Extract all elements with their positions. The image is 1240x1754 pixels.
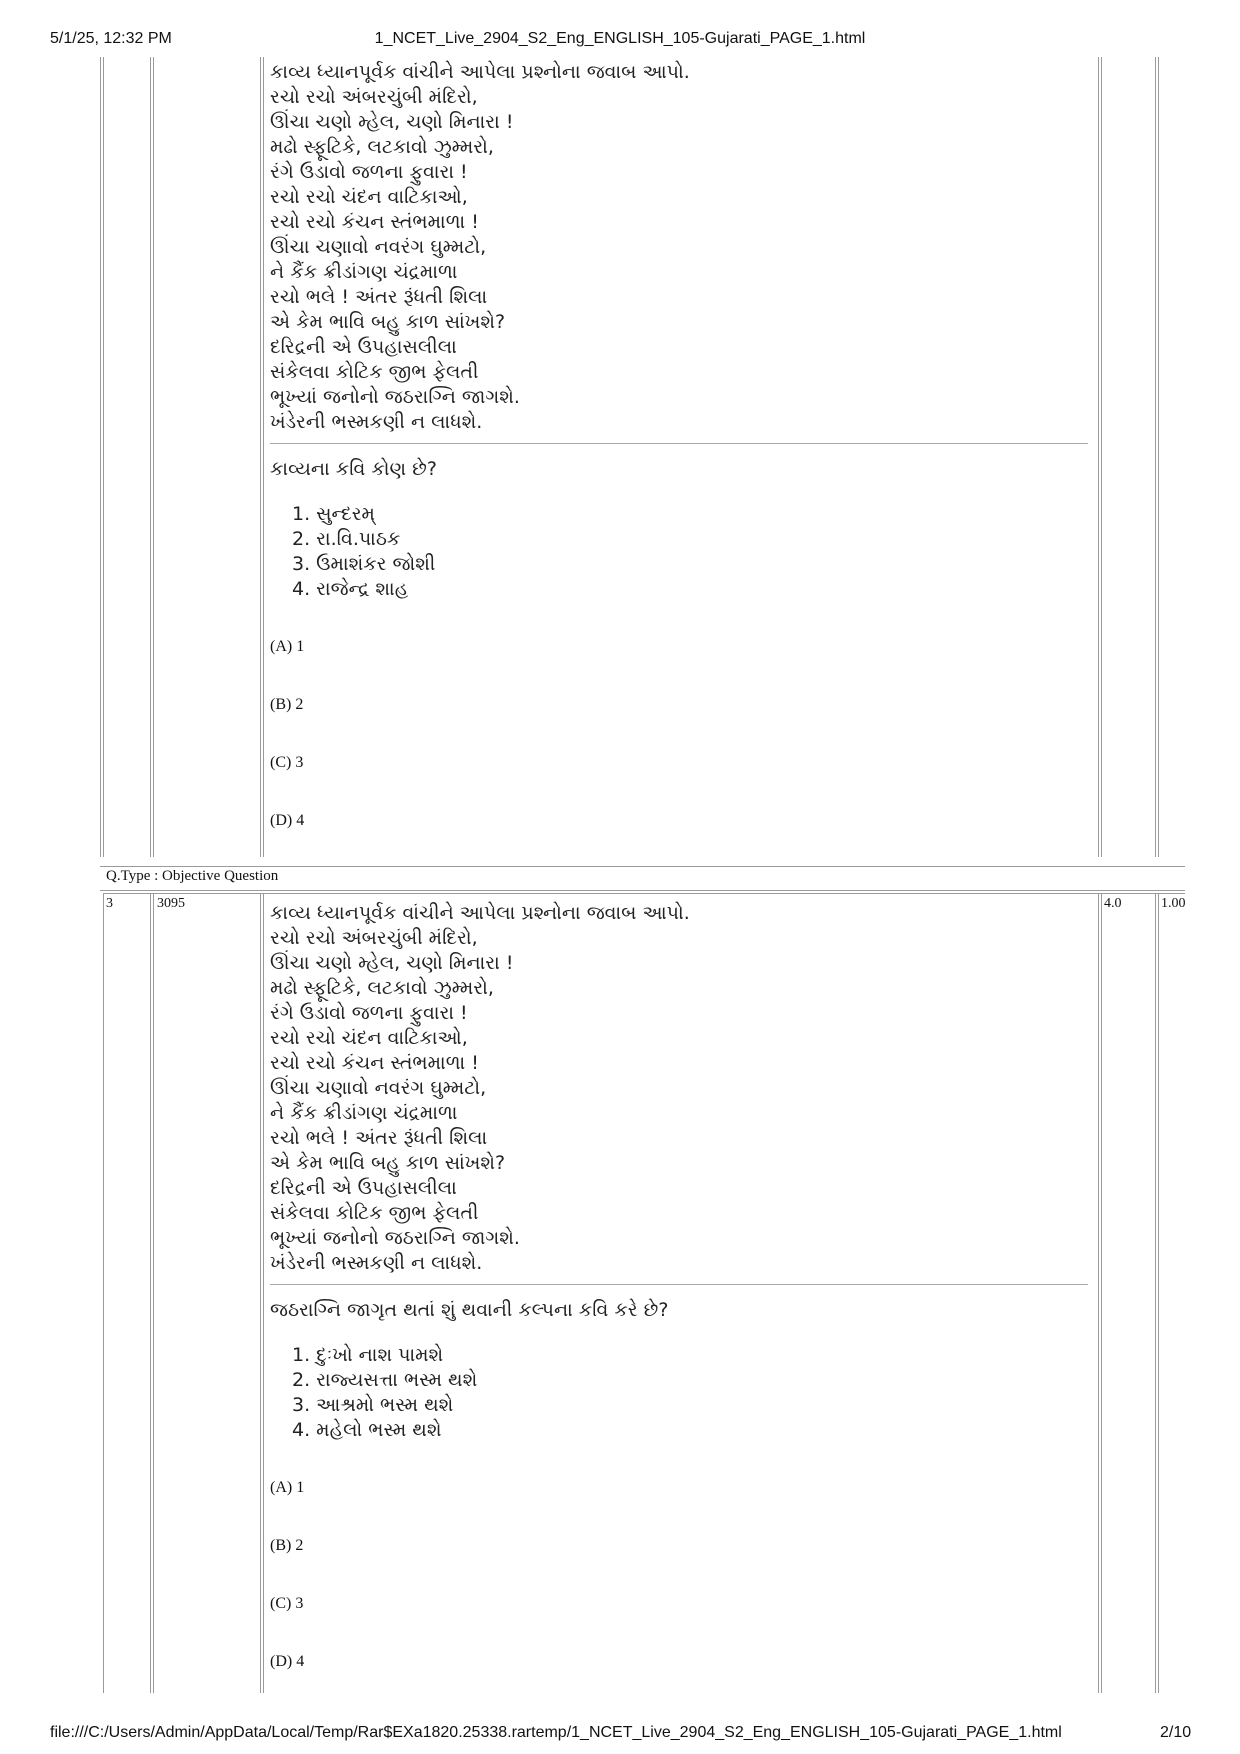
answer-option-a: (A) 1 <box>270 638 305 655</box>
poem-line: ઊંચા ચણો મ્હેલ, ચણો મિનારા ! <box>270 111 514 133</box>
table-border <box>153 57 154 857</box>
answer-option-d: (D) 4 <box>270 812 305 829</box>
poem-line: ઊંચા ચણાવો નવરંગ ઘુમ્મટો, <box>270 1077 487 1099</box>
option-item: 1. દુઃખો નાશ પામશે <box>292 1344 444 1366</box>
option-item: 2. રા.વિ.પાઠક <box>292 528 401 550</box>
table-border <box>150 57 151 857</box>
poem-line: રંગે ઉડાવો જળના ફુવારા ! <box>270 1002 468 1024</box>
print-file-path: file:///C:/Users/Admin/AppData/Local/Temp/Rar$EXa1820.25338.rartemp/1_NCET_Live_2904_S2_Eng_ENGLISH_105-Gujarati_PAGE_1.html <box>50 1724 1062 1741</box>
answer-option-b: (B) 2 <box>270 696 304 713</box>
option-item: 3. આશ્રમો ભસ્મ થશે <box>292 1394 454 1416</box>
option-list <box>292 502 1090 602</box>
print-datetime: 5/1/25, 12:32 PM <box>50 30 172 47</box>
table-border <box>103 893 1185 894</box>
print-page-number: 2/10 <box>1160 1724 1192 1741</box>
table-border <box>100 890 1185 891</box>
option-item: 4. રાજેન્દ્ર શાહ <box>292 578 409 600</box>
separator <box>270 443 1088 444</box>
table-border <box>1101 893 1102 1693</box>
option-list <box>292 1343 1090 1443</box>
serial-number: 3 <box>106 896 113 911</box>
answer-option-a: (A) 1 <box>270 1479 305 1496</box>
poem-line: ભૂખ્યાં જનોનો જઠરાગ્નિ જાગશે. <box>270 386 520 408</box>
poem-line: મઢો સ્ફૂટિકે, લટકાવો ઝુમ્મરો, <box>270 977 494 999</box>
separator <box>270 1284 1088 1285</box>
table-border <box>260 893 261 1693</box>
poem-line: રચો રચો કંચન સ્તંભમાળા ! <box>270 211 479 233</box>
poem-line: ખંડેરની ભસ્મકણી ન લાધશે. <box>270 1252 483 1274</box>
print-title: 1_NCET_Live_2904_S2_Eng_ENGLISH_105-Gujarati_PAGE_1.html <box>374 30 866 47</box>
answer-option-c: (C) 3 <box>270 1595 304 1612</box>
poem-line: રચો રચો અંબરચુંબી મંદિરો, <box>270 86 478 108</box>
poem-line: મઢો સ્ફૂટિકે, લટકાવો ઝુમ્મરો, <box>270 136 494 158</box>
table-border <box>1098 893 1099 1693</box>
option-item: 4. મહેલો ભસ્મ થશે <box>292 1419 442 1441</box>
table-border <box>103 893 104 1693</box>
marks: 4.0 <box>1104 896 1122 911</box>
poem-line: સંકેલવા કોટિક જીભ ફેલતી <box>270 1202 479 1224</box>
instruction: કાવ્ય ધ્યાનપૂર્વક વાંચીને આપેલા પ્રશ્નોના જવાબ આપો. <box>270 902 690 924</box>
poem-line: રચો રચો કંચન સ્તંભમાળા ! <box>270 1052 479 1074</box>
option-item: 3. ઉમાશંકર જોશી <box>292 553 436 575</box>
option-item: 1. સુન્દરમ્ <box>292 503 375 525</box>
poem-line: રંગે ઉડાવો જળના ફુવારા ! <box>270 161 468 183</box>
answer-option-b: (B) 2 <box>270 1537 304 1554</box>
table-border <box>103 57 104 857</box>
table-border <box>1158 893 1159 1693</box>
poem-line: ભૂખ્યાં જનોનો જઠરાગ્નિ જાગશે. <box>270 1227 520 1249</box>
question-text: જઠરાગ્નિ જાગૃત થતાં શું થવાની કલ્પના કવિ કરે છે? <box>270 1299 669 1321</box>
instruction: કાવ્ય ધ્યાનપૂર્વક વાંચીને આપેલા પ્રશ્નોના જવાબ આપો. <box>270 61 690 83</box>
question-block-3 <box>270 901 1090 1710</box>
poem-line: રચો ભલે ! અંતર રૂંધતી શિલા <box>270 286 488 308</box>
poem-line: રચો રચો અંબરચુંબી મંદિરો, <box>270 927 478 949</box>
poem-line: એ કેમ ભાવિ બહુ કાળ સાંખશે? <box>270 1152 506 1174</box>
question-text: કાવ્યના કવિ કોણ છે? <box>270 458 437 480</box>
table-border <box>1098 57 1099 857</box>
poem-line: દરિદ્રની એ ઉપહાસલીલા <box>270 1177 457 1199</box>
answer-option-c: (C) 3 <box>270 754 304 771</box>
table-border <box>263 893 264 1693</box>
question-type-label: Q.Type : Objective Question <box>106 868 279 884</box>
question-id: 3095 <box>157 896 185 911</box>
question-block-prev <box>270 60 1090 869</box>
table-border <box>1155 57 1156 857</box>
poem-line: ઊંચા ચણો મ્હેલ, ચણો મિનારા ! <box>270 952 514 974</box>
table-border <box>150 893 151 1693</box>
table-border <box>153 893 154 1693</box>
negative-marks: 1.00 <box>1161 896 1185 911</box>
table-border <box>1155 893 1156 1693</box>
poem-line: દરિદ્રની એ ઉપહાસલીલા <box>270 336 457 358</box>
poem-line: એ કેમ ભાવિ બહુ કાળ સાંખશે? <box>270 311 506 333</box>
poem-line: રચો રચો ચંદન વાટિકાઓ, <box>270 186 468 208</box>
poem-line: ઊંચા ચણાવો નવરંગ ઘુમ્મટો, <box>270 236 487 258</box>
poem-line: રચો રચો ચંદન વાટિકાઓ, <box>270 1027 468 1049</box>
table-border <box>260 57 261 857</box>
answer-option-d: (D) 4 <box>270 1653 305 1670</box>
table-border <box>263 57 264 857</box>
poem-line: રચો ભલે ! અંતર રૂંધતી શિલા <box>270 1127 488 1149</box>
option-item: 2. રાજ્યસત્તા ભસ્મ થશે <box>292 1369 478 1391</box>
table-border <box>1101 57 1102 857</box>
poem-line: સંકેલવા કોટિક જીભ ફેલતી <box>270 361 479 383</box>
table-border <box>1158 57 1159 857</box>
poem-line: ખંડેરની ભસ્મકણી ન લાધશે. <box>270 411 483 433</box>
poem-line: ને કૈંક ક્રીડાંગણ ચંદ્રમાળા <box>270 1102 458 1124</box>
poem-line: ને કૈંક ક્રીડાંગણ ચંદ્રમાળા <box>270 261 458 283</box>
table-border <box>100 57 101 857</box>
